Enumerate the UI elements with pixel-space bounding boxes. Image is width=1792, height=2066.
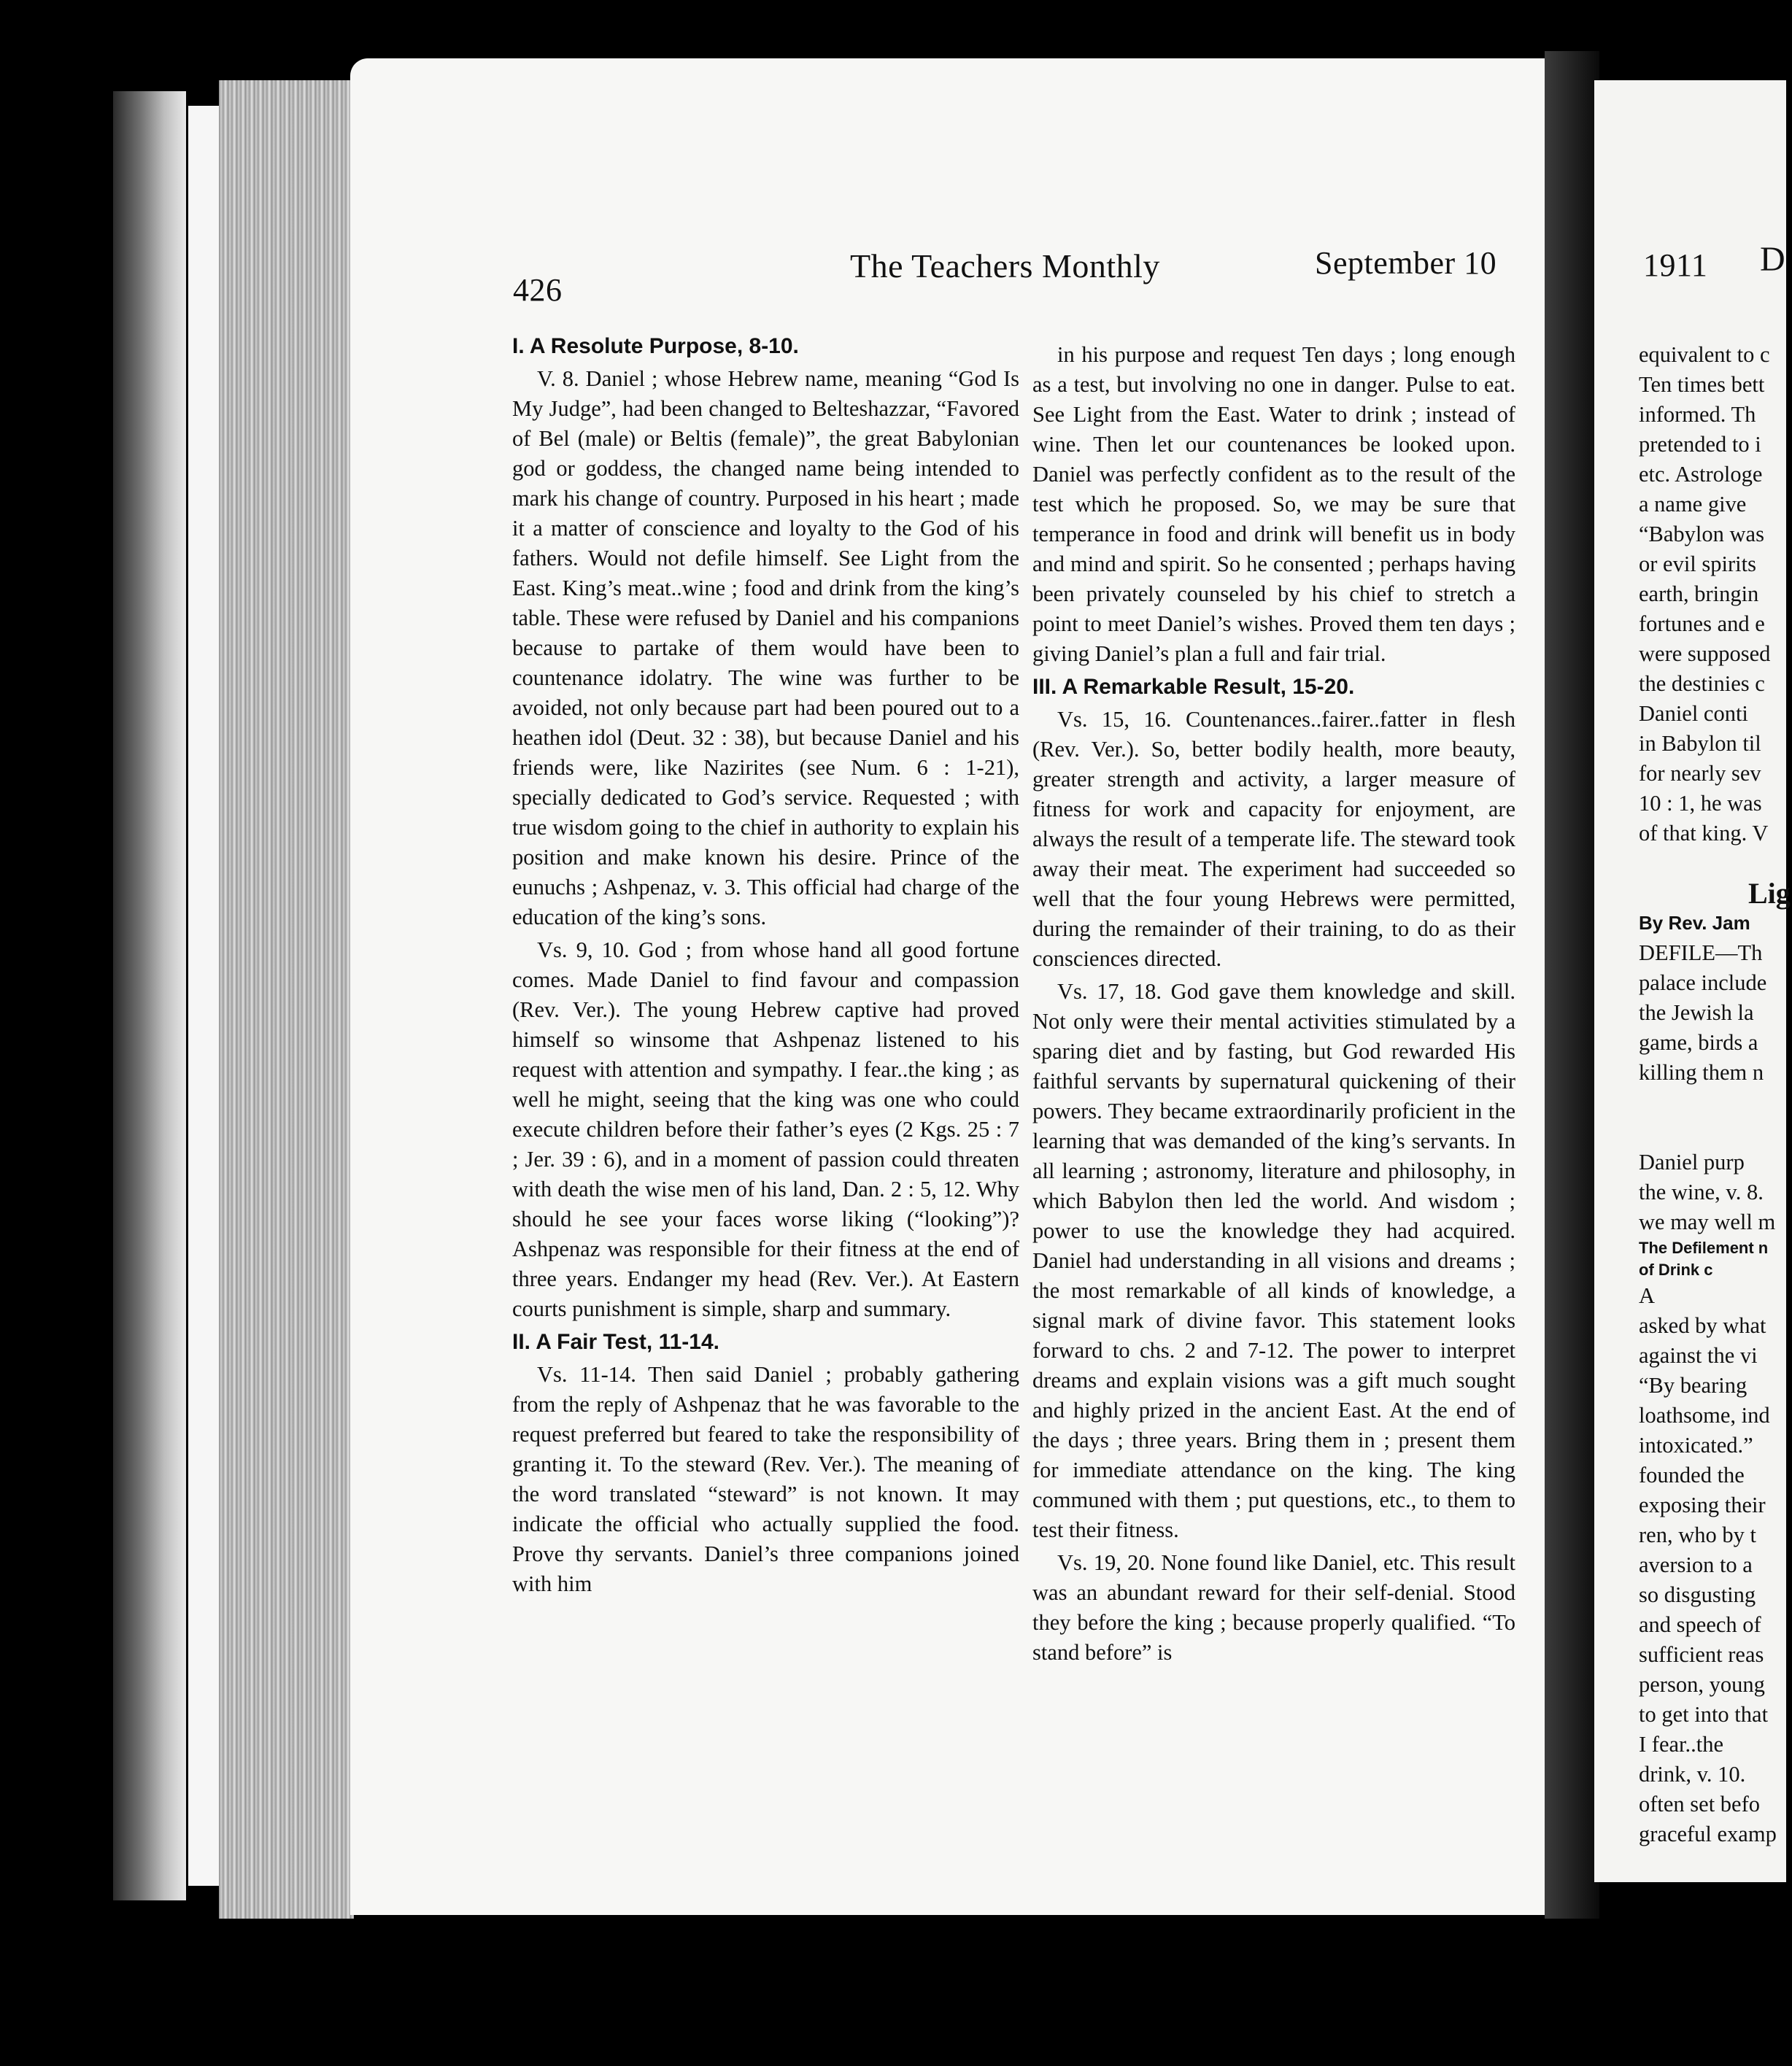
text-line: and speech of <box>1639 1612 1761 1637</box>
text-line: the destinies c <box>1639 671 1765 696</box>
paragraph: Vs. 15, 16. Countenances..fairer..fatter in flesh (Rev. Ver.). So, better bodily health, more beauty, greater strength and activity, a larger measure of fitness for work and capacity for enjoyment, are always the result of a temperate life. The steward took away their meat. The experiment had succeeded so well that the four young Hebrews were permitted, during the remainder of their training, to do as their consciences directed. <box>1032 707 1515 971</box>
text-line: The Defilement n <box>1639 1239 1769 1257</box>
section-heading: III. A Remarkable Result, 15-20. <box>1032 675 1355 699</box>
running-title: The Teachers Monthly <box>850 247 1160 285</box>
text-line: Ten times bett <box>1639 372 1765 397</box>
page-number: 426 <box>513 272 563 308</box>
text-line: pretended to i <box>1639 432 1761 457</box>
text-line: palace include <box>1639 970 1767 995</box>
paragraph: V. 8. Daniel ; whose Hebrew name, meaning “God Is My Judge”, had been changed to Belteshazzar, “Favored of Bel (male) or Beltis (female)”, the great Babylonian god or goddess, the changed name being intended to mark his change of country. Purposed in his heart ; made it a matter of conscience and loyalty to the God of his fathers. Would not defile himself. See Light from the East. King’s meat..wine ; food and drink from the king’s table. These were refused by Daniel and his companions because to partake of them would have been to countenance idolatry. The wine was further to be avoided, not only because part had been poured out to a heathen idol (Deut. 32 : 38), but because Daniel and his friends were, like Nazirites (see Num. 6 : 1-21), specially dedicated to God’s service. Requested ; with true wisdom going to the chief in authority to explain his position and make known his desire. Prince of the eunuchs ; Ashpenaz, v. 3. This official had charge of the education of the king’s sons. <box>512 366 1019 929</box>
header-date: September 10 <box>1315 245 1497 281</box>
text-line: Daniel conti <box>1639 701 1748 726</box>
page-edges <box>219 80 354 1919</box>
text-line: in Babylon til <box>1639 731 1761 756</box>
text-line: informed. Th <box>1639 402 1756 427</box>
book-edge-white <box>188 106 219 1886</box>
text-line: intoxicated.” <box>1639 1433 1753 1458</box>
text-line <box>1639 1118 1792 1148</box>
text-line: 10 : 1, he was <box>1639 791 1762 816</box>
text-line: so disgusting <box>1639 1582 1756 1607</box>
right-page-text-fragment <box>1639 340 1792 1849</box>
text-line: etc. Astrologe <box>1639 462 1763 487</box>
text-line: were supposed <box>1639 641 1771 666</box>
paragraph: Vs. 17, 18. God gave them knowledge and skill. Not only were their mental activities stimulated by a sparing diet and by fasting, but God rewarded His faithful servants by supernatural quickening of their powers. They became extraordinarily proficient in the learning that was demanded of the king’s servants. In all learning ; astronomy, literature and philosophy, in which Babylon then led the world. And wisdom ; power to use the knowledge they had acquired. Daniel had understanding in all visions and dreams ; the most remarkable of all kinds of knowledge, a signal mark of divine favor. This statement looks forward to chs. 2 and 7-12. The power to interpret dreams and explain visions was a gift much sought and highly prized in the ancient East. At the end of the days ; three years. Bring them in ; present them for immediate attendance on the king. The king communed with them ; put questions, etc., to them to test their fitness. <box>1032 979 1515 1542</box>
text-line: sufficient reas <box>1639 1642 1764 1667</box>
text-line: DEFILE—Th <box>1639 940 1763 965</box>
paragraph: in his purpose and request Ten days ; long enough as a test, but involving no one in danger. Pulse to eat. See Light from the East. Water to drink ; instead of wine. Then let our countenances be looked upon. Daniel was perfectly confident as to the result of the test which he proposed. So, we may be sure that temperance in food and drink will benefit us in body and mind and spirit. So he consented ; perhaps having been privately counseled by his chief to stretch a point to meet Daniel’s wishes. Proved them ten days ; giving Daniel’s plan a full and fair trial. <box>1032 342 1515 666</box>
text-line: for nearly sev <box>1639 761 1761 786</box>
text-line: By Rev. Jam <box>1639 912 1750 934</box>
text-line: Lig <box>1748 877 1791 910</box>
book-spine-gutter <box>1545 51 1599 1919</box>
text-line: against the vi <box>1639 1343 1758 1368</box>
text-line: Daniel purp <box>1639 1150 1745 1175</box>
text-line: the Jewish la <box>1639 1000 1754 1025</box>
text-line <box>1639 848 1792 878</box>
text-line: often set befo <box>1639 1792 1760 1817</box>
text-line: person, young <box>1639 1672 1765 1697</box>
left-text-column <box>512 328 1019 1602</box>
text-line: killing them n <box>1639 1060 1764 1085</box>
text-line: of that king. V <box>1639 821 1769 846</box>
paragraph: Vs. 9, 10. God ; from whose hand all good fortune comes. Made Daniel to find favour and compassion (Rev. Ver.). The young Hebrew captive had proved himself so winsome that Ashpenaz listened to his request with attention and sympathy. I fear..the king ; as well he might, seeing that the king was one who could execute children before their father’s eyes (2 Kgs. 25 : 7 ; Jer. 39 : 6), and in a moment of passion could threaten with death the wise men of his land, Dan. 2 : 5, 12. Why should he see your faces worse liking (“looking”)? Ashpenaz was responsible for their fitness at the end of three years. Endanger my head (Rev. Ver.). At Eastern courts punishment is simple, sharp and summary. <box>512 937 1019 1321</box>
text-line: drink, v. 10. <box>1639 1762 1746 1787</box>
section-heading: II. A Fair Test, 11-14. <box>512 1330 720 1354</box>
text-line: “By bearing <box>1639 1373 1747 1398</box>
text-line: A <box>1639 1283 1656 1308</box>
text-line: graceful examp <box>1639 1822 1777 1846</box>
text-line: to get into that <box>1639 1702 1769 1727</box>
text-line: game, birds a <box>1639 1030 1758 1055</box>
text-line: the wine, v. 8. <box>1639 1180 1764 1204</box>
text-line: founded the <box>1639 1463 1745 1487</box>
paragraph: Vs. 11-14. Then said Daniel ; probably gathering from the reply of Ashpenaz that he was favorable to the request preferred but feared to take the responsibility of granting it. To the steward (Rev. Ver.). The meaning of the word translated “steward” is not known. It may indicate the official who actually supplied the food. Prove thy servants. Daniel’s three companions joined with him <box>512 1362 1019 1596</box>
book-edge-shadow <box>113 91 186 1900</box>
text-line: “Babylon was <box>1639 522 1764 546</box>
text-line: of Drink c <box>1639 1261 1713 1279</box>
text-line: loathsome, ind <box>1639 1403 1770 1428</box>
text-line: we may well m <box>1639 1210 1776 1234</box>
paragraph: Vs. 19, 20. None found like Daniel, etc. This result was an abundant reward for their self-denial. Stood they before the king ; because properly qualified. “To stand before” is <box>1032 1550 1515 1665</box>
text-line <box>1639 1088 1792 1118</box>
text-line: equivalent to c <box>1639 342 1770 367</box>
text-line: fortunes and e <box>1639 611 1765 636</box>
right-page-header-fragment: D <box>1760 240 1786 279</box>
text-line: ren, who by t <box>1639 1523 1756 1547</box>
text-line: asked by what <box>1639 1313 1766 1338</box>
text-line: aversion to a <box>1639 1552 1753 1577</box>
right-page-year: 1911 <box>1643 247 1708 283</box>
text-line: or evil spirits <box>1639 552 1756 576</box>
text-line: exposing their <box>1639 1493 1766 1517</box>
text-line: a name give <box>1639 492 1747 516</box>
text-line: earth, bringin <box>1639 581 1759 606</box>
section-heading: I. A Resolute Purpose, 8-10. <box>512 334 799 358</box>
text-line: I fear..the <box>1639 1732 1723 1757</box>
middle-text-column <box>1032 340 1515 1671</box>
